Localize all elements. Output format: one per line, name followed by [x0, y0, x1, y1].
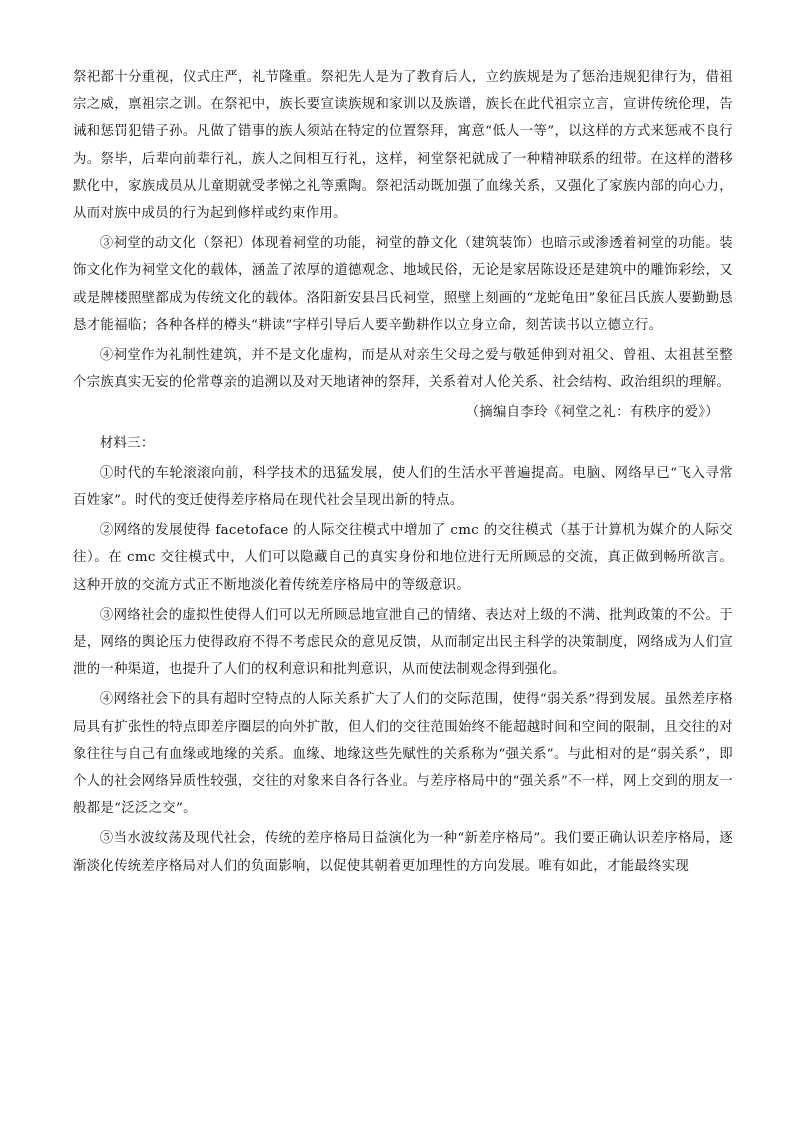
- paragraph-ancestral-rites: 祭祀都十分重视，仪式庄严，礼节隆重。祭祀先人是为了教育后人，立约族规是为了惩治违规犯律行为，借祖宗之威，禀祖宗之训。在祭祀中，族长要宣读族规和家训以及族谱，族长在此代祖宗立言，宣讲传统伦理，告诫和惩罚犯错子孙。凡做了错事的族人须站在特定的位置祭拜，寓意“低人一等”，以这样的方式来惩戒不良行为。祭毕，后辈向前辈行礼，族人之间相互行礼，这样，祠堂祭祀就成了一种精神联系的纽带。在这样的潜移默化中，家族成员从儿童期就受孝悌之礼等熏陶。祭祀活动既加强了血缘关系，又强化了家族内部的向心力，从而对族中成员的行为起到修样或约束作用。: [73, 70, 733, 222]
- source-citation: （摘编自李玲《祠堂之礼：有秩序的爱》）: [465, 405, 719, 421]
- material-three-paragraph-2: ②网络的发展使得 facetoface 的人际交往模式中增加了 cmc 的交往模式（基于计算机为媒介的人际交往）。在 cmc 交往模式中，人们可以隐藏自己的真实身份和地位进行无所顾忌的交流，真正做到畅所欲言。这种开放的交流方式正不断地淡化着传统差序格局中的等级意识。: [73, 523, 733, 593]
- material-three-paragraph-5: ⑤当水波纹荡及现代社会，传统的差序格局日益演化为一种“新差序格局”。我们要正确认识差序格局，逐渐淡化传统差序格局对人们的负面影响，以促使其朝着更加理性的方向发展。唯有如此，才能最终实现: [73, 831, 733, 874]
- material-three-heading: 材料三：: [99, 435, 155, 451]
- material-three-paragraph-4: ④网络社会下的具有超时空特点的人际关系扩大了人们的交际范围，使得“弱关系”得到发展。虽然差序格局具有扩张性的特点即差序圈层的向外扩散，但人们的交往范围始终不能超越时间和空间的限制，且交往的对象往往与自己有血缘或地缘的关系。血缘、地缘这些先赋性的关系称为“强关系”。与此相对的是“弱关系”，即个人的社会网络异质性较强，交往的对象来自各行各业。与差序格局中的“强关系”不一样，网上交到的朋友一般都是“泛泛之交”。: [73, 692, 733, 817]
- material-three-paragraph-3: ③网络社会的虚拟性使得人们可以无所顾忌地宣泄自己的情绪、表达对上级的不满、批判政策的不公。于是，网络的舆论压力使得政府不得不考虑民众的意见反馈，从而制定出民主科学的决策制度，网络成为人们宣泄的一种渠道，也提升了人们的权利意识和批判意识，从而使法制观念得到强化。: [73, 607, 733, 678]
- document-page: [73, 64, 733, 883]
- material-three-paragraph-1: ①时代的车轮滚滚向前，科学技术的迅猛发展，使人们的生活水平普遍提高。电脑、网络早已“飞入寻常百姓家”。时代的变迁使得差序格局在现代社会呈现出新的特点。: [73, 465, 733, 509]
- paragraph-3-ancestral-hall-culture: ③祠堂的动文化（祭祀）体现着祠堂的功能，祠堂的静文化（建筑装饰）也暗示或渗透着祠堂的功能。装饰文化作为祠堂文化的载体，涵盖了浓厚的道德观念、地域民俗，无论是家居陈设还是建筑中的雕饰彩绘，又或是牌楼照壁都成为传统文化的载体。洛阳新安县吕氏祠堂，照壁上刻画的“龙蛇龟田”象征吕氏族人要勤勤恳恳才能福临；各种各样的樽头“耕读”字样引导后人要辛勤耕作以立身立命，刻苦读书以立德立行。: [73, 236, 733, 333]
- paragraph-4-ritual-architecture: ④祠堂作为礼制性建筑，并不是文化虚构，而是从对亲生父母之爱与敬延伸到对祖父、曾祖、太祖甚至整个宗族真实无妄的伦常尊亲的追溯以及对天地诸神的祭拜，关系着对人伦关系、社会结构、政治组织的理解。: [73, 348, 733, 391]
